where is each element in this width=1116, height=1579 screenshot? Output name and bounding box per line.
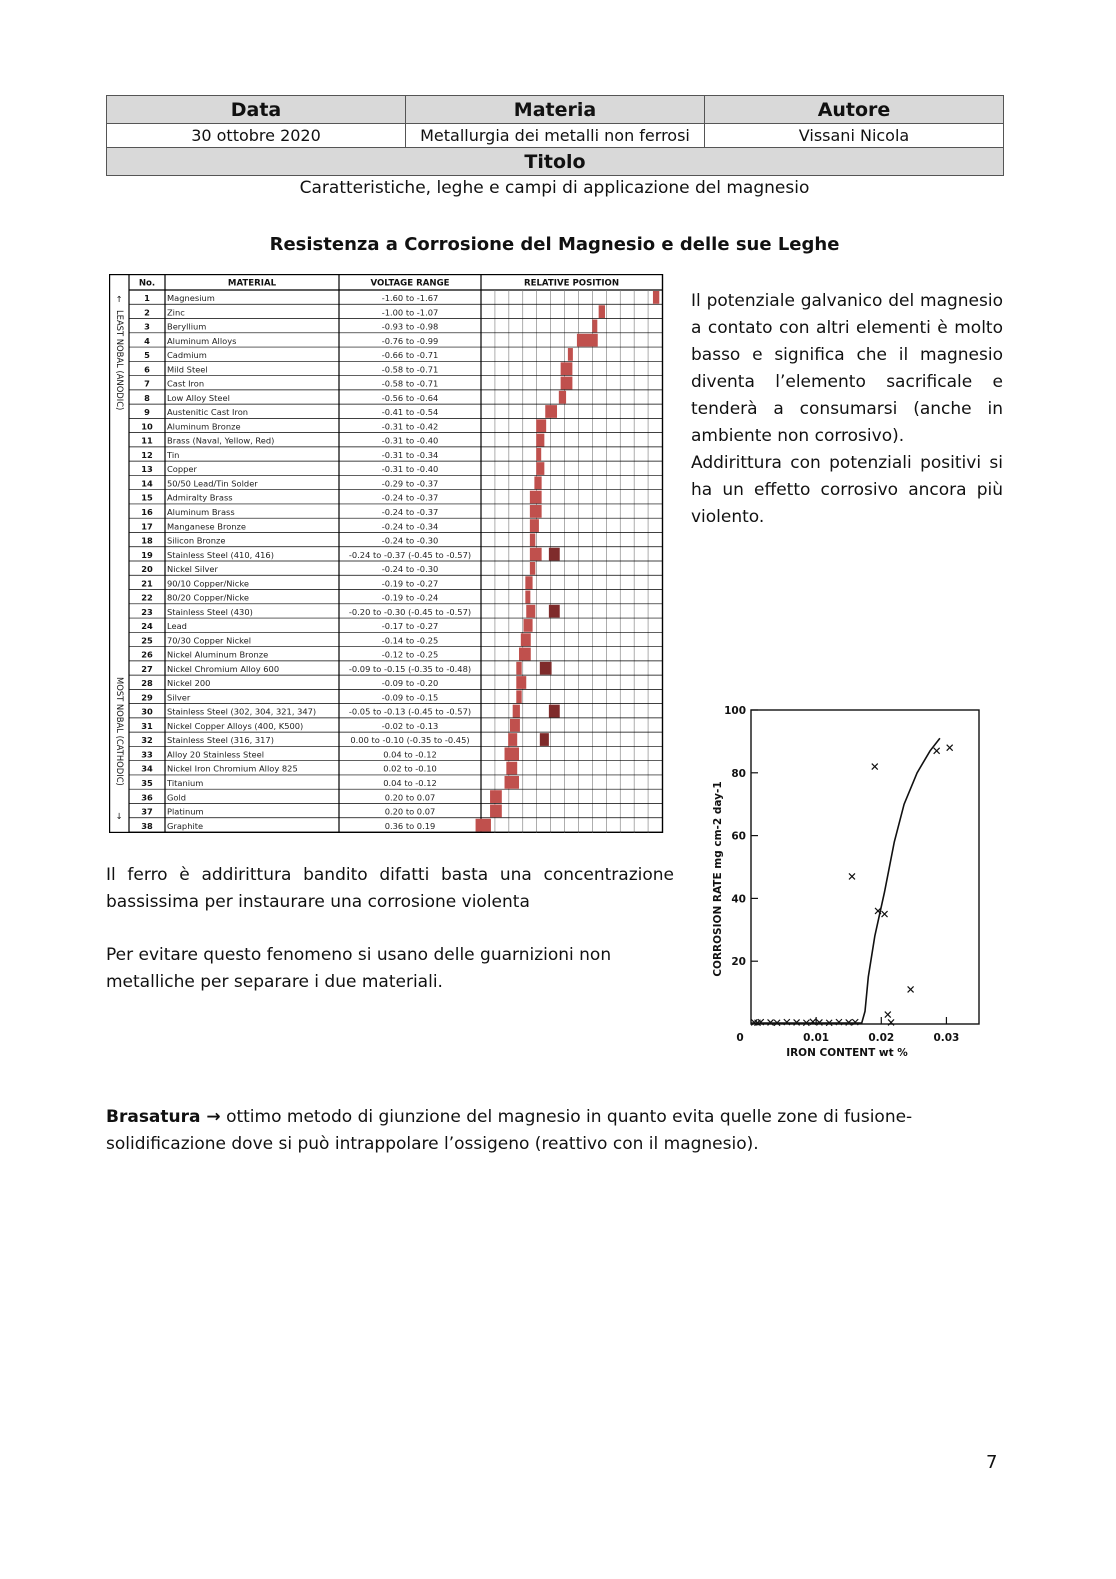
row-number: 29 — [141, 692, 153, 703]
table-row — [129, 676, 662, 689]
row-voltage: -0.09 to -0.20 — [381, 678, 439, 689]
row-number: 37 — [141, 806, 153, 817]
position-bar — [510, 719, 520, 732]
brazing-paragraph — [106, 1104, 966, 1158]
position-bar — [505, 747, 519, 760]
row-voltage: -0.31 to -0.42 — [381, 421, 439, 432]
table-row — [129, 462, 662, 475]
row-voltage: 0.02 to -0.10 — [383, 763, 437, 774]
table-row — [129, 548, 662, 561]
x-tick-label: 0 — [736, 1032, 744, 1044]
row-material: Copper — [167, 464, 197, 475]
position-bar — [599, 305, 605, 318]
row-number: 35 — [141, 778, 153, 789]
row-material: Zinc — [167, 307, 185, 318]
row-voltage: -0.31 to -0.40 — [381, 435, 439, 446]
row-number: 18 — [141, 535, 153, 546]
position-bar — [536, 434, 544, 447]
row-material: Austenitic Cast Iron — [167, 407, 249, 418]
passive-position-bar — [540, 733, 549, 746]
row-voltage: -0.24 to -0.34 — [381, 521, 439, 532]
row-number: 2 — [144, 307, 150, 318]
row-material: 50/50 Lead/Tin Solder — [167, 478, 258, 489]
row-number: 14 — [141, 478, 153, 489]
arrow-right-icon: → — [206, 1107, 221, 1127]
data-point — [882, 911, 888, 917]
position-bar — [536, 462, 544, 475]
table-row — [129, 776, 662, 789]
data-point — [849, 873, 855, 879]
position-bar — [490, 804, 502, 817]
row-material: Stainless Steel (302, 304, 321, 347) — [167, 706, 317, 717]
position-bar — [577, 334, 598, 347]
row-number: 26 — [141, 649, 153, 660]
table-row — [129, 562, 662, 575]
position-bar — [516, 690, 521, 703]
table-row — [129, 434, 662, 447]
table-row — [129, 733, 662, 746]
position-bar — [521, 633, 531, 646]
section-heading: Resistenza a Corrosione del Magnesio e delle sue Leghe — [269, 234, 840, 255]
table-row — [129, 476, 662, 489]
row-material: Nickel 200 — [167, 678, 211, 689]
row-material: Platinum — [167, 806, 204, 817]
position-bar — [534, 476, 541, 489]
row-voltage: -0.19 to -0.24 — [381, 592, 439, 603]
row-voltage: -0.20 to -0.30 (-0.45 to -0.57) — [348, 606, 472, 617]
row-material: Gold — [167, 792, 187, 803]
row-material: Stainless Steel (430) — [167, 606, 253, 617]
row-number: 28 — [141, 678, 153, 689]
least-noble-label: LEAST NOBAL (ANODIC) — [115, 310, 125, 411]
row-material: Brass (Naval, Yellow, Red) — [167, 435, 275, 446]
subject-header: Materia — [406, 96, 705, 124]
row-material: Stainless Steel (316, 317) — [167, 735, 274, 746]
position-bar — [530, 562, 535, 575]
row-voltage: -0.31 to -0.34 — [381, 449, 439, 460]
corrosion-rate-chart — [694, 694, 994, 1072]
row-number: 25 — [141, 635, 153, 646]
passive-position-bar — [549, 548, 560, 561]
column-header-position: RELATIVE POSITION — [523, 278, 620, 289]
row-number: 12 — [141, 449, 153, 460]
row-number: 7 — [144, 378, 150, 389]
row-voltage: 0.04 to -0.12 — [383, 778, 437, 789]
row-material: Nickel Silver — [167, 564, 218, 575]
row-voltage: -0.58 to -0.71 — [381, 364, 439, 375]
table-row — [129, 719, 662, 732]
row-voltage: -0.09 to -0.15 — [381, 692, 439, 703]
row-voltage: 0.04 to -0.12 — [383, 749, 437, 760]
row-voltage: 0.20 to 0.07 — [384, 792, 436, 803]
table-row — [129, 320, 662, 333]
galvanic-explanation — [691, 288, 1003, 531]
row-material: Nickel Iron Chromium Alloy 825 — [167, 763, 298, 774]
position-bar — [561, 377, 573, 390]
data-point — [908, 986, 914, 992]
data-point — [872, 764, 878, 770]
arrow-down-icon: ↓ — [115, 811, 123, 821]
arrow-up-icon: ↑ — [115, 294, 123, 304]
galvanic-paragraph-1: Il potenziale galvanico del magnesio a contato con altri elementi è molto basso e significa che il magnesio diventa l’elemento sacrificale e tenderà a consumarsi (anche in ambiente non corrosivo). — [691, 291, 1003, 446]
author-value: Vissani Nicola — [705, 124, 1004, 148]
position-bar — [513, 705, 520, 718]
position-bar — [516, 676, 526, 689]
row-material: 80/20 Copper/Nicke — [167, 592, 249, 603]
iron-paragraph: Il ferro è addirittura bandito difatti basta una concentrazione bassissima per instaurare una corrosione violenta — [106, 865, 674, 912]
position-bar — [526, 605, 535, 618]
galvanic-series-table — [109, 274, 665, 833]
row-voltage: 0.36 to 0.19 — [384, 820, 436, 831]
row-voltage: -0.12 to -0.25 — [381, 649, 439, 660]
position-bar — [505, 776, 519, 789]
x-axis-label: IRON CONTENT wt % — [786, 1047, 908, 1059]
row-material: Nickel Copper Alloys (400, K500) — [167, 720, 304, 731]
position-bar — [519, 648, 531, 661]
row-material: Low Alloy Steel — [167, 392, 230, 403]
table-row — [129, 705, 662, 718]
table-row — [129, 790, 662, 803]
row-voltage: -0.24 to -0.37 — [381, 492, 439, 503]
table-row — [129, 747, 662, 760]
table-row — [129, 690, 662, 703]
passive-position-bar — [549, 605, 560, 618]
most-noble-label: MOST NOBAL (CATHODIC) — [115, 677, 125, 786]
trend-curve — [751, 738, 940, 1023]
date-header: Data — [107, 96, 406, 124]
x-tick-label: 0.01 — [803, 1032, 830, 1044]
table-row — [129, 662, 662, 675]
row-number: 15 — [141, 492, 153, 503]
y-tick-label: 100 — [724, 705, 746, 717]
row-material: Mild Steel — [167, 364, 208, 375]
row-material: Tin — [167, 449, 180, 460]
table-row — [129, 362, 662, 375]
row-number: 6 — [144, 364, 150, 375]
row-material: Nickel Chromium Alloy 600 — [167, 663, 280, 674]
row-material: 70/30 Copper Nickel — [167, 635, 252, 646]
subject-value: Metallurgia dei metalli non ferrosi — [406, 124, 705, 148]
row-number: 9 — [144, 407, 150, 418]
passive-position-bar — [549, 705, 560, 718]
row-number: 21 — [141, 578, 153, 589]
row-number: 13 — [141, 464, 153, 475]
row-voltage: -0.58 to -0.71 — [381, 378, 439, 389]
row-number: 20 — [141, 564, 153, 575]
row-voltage: -0.31 to -0.40 — [381, 464, 439, 475]
position-bar — [525, 591, 530, 604]
position-bar — [592, 320, 597, 333]
position-bar — [530, 533, 535, 546]
row-material: Beryllium — [167, 321, 207, 332]
row-voltage: -0.02 to -0.13 — [381, 720, 439, 731]
table-row — [129, 377, 662, 390]
row-number: 16 — [141, 507, 153, 518]
position-bar — [525, 576, 532, 589]
position-bar — [536, 419, 546, 432]
table-row — [129, 405, 662, 418]
galvanic-paragraph-2: Addirittura con potenziali positivi si ha un effetto corrosivo ancora più violento. — [691, 453, 1003, 527]
row-voltage: 0.20 to 0.07 — [384, 806, 436, 817]
row-number: 10 — [141, 421, 153, 432]
row-voltage: -0.17 to -0.27 — [381, 621, 439, 632]
row-voltage: -0.24 to -0.30 — [381, 535, 439, 546]
row-material: Alloy 20 Stainless Steel — [167, 749, 264, 760]
position-bar — [559, 391, 566, 404]
row-voltage: -0.76 to -0.99 — [381, 335, 439, 346]
row-voltage: -0.29 to -0.37 — [381, 478, 439, 489]
row-material: Aluminum Alloys — [167, 335, 237, 346]
row-number: 4 — [144, 335, 150, 346]
row-number: 27 — [141, 663, 153, 674]
row-number: 38 — [141, 820, 153, 831]
row-number: 22 — [141, 592, 153, 603]
row-material: Manganese Bronze — [167, 521, 246, 532]
position-bar — [506, 762, 517, 775]
passive-position-bar — [540, 662, 552, 675]
table-row — [129, 633, 662, 646]
table-row — [129, 348, 662, 361]
position-bar — [530, 519, 539, 532]
table-row — [129, 505, 662, 518]
row-voltage: -0.24 to -0.37 — [381, 507, 439, 518]
row-number: 8 — [144, 392, 150, 403]
row-number: 32 — [141, 735, 153, 746]
brazing-term: Brasatura → — [106, 1107, 221, 1127]
row-number: 31 — [141, 720, 153, 731]
plot-frame — [751, 710, 979, 1024]
table-row — [129, 762, 662, 775]
row-voltage: -0.56 to -0.64 — [381, 392, 439, 403]
table-row — [129, 605, 662, 618]
position-bar — [524, 619, 533, 632]
table-row — [129, 334, 662, 347]
table-row — [129, 419, 662, 432]
row-number: 33 — [141, 749, 153, 760]
x-tick-label: 0.03 — [933, 1032, 960, 1044]
row-number: 23 — [141, 606, 153, 617]
table-row — [129, 819, 662, 832]
position-bar — [516, 662, 521, 675]
table-row — [129, 619, 662, 632]
table-row — [129, 576, 662, 589]
position-bar — [653, 291, 659, 304]
row-voltage: -1.60 to -1.67 — [381, 293, 439, 304]
row-material: Lead — [167, 621, 187, 632]
row-voltage: -0.41 to -0.54 — [381, 407, 439, 418]
row-voltage: -0.66 to -0.71 — [381, 350, 439, 361]
data-point — [934, 748, 940, 754]
position-bar — [530, 491, 542, 504]
row-number: 19 — [141, 549, 153, 560]
row-voltage: -0.24 to -0.37 (-0.45 to -0.57) — [348, 549, 472, 560]
row-number: 36 — [141, 792, 153, 803]
row-voltage: -0.05 to -0.13 (-0.45 to -0.57) — [348, 706, 472, 717]
header-table — [106, 95, 1004, 176]
position-bar — [568, 348, 573, 361]
row-material: Nickel Aluminum Bronze — [167, 649, 269, 660]
row-number: 5 — [144, 350, 150, 361]
brazing-text: ottimo metodo di giunzione del magnesio in quanto evita quelle zone di fusione-solidificazione dove si può intrappolare l’ossigeno (reattivo con il magnesio). — [106, 1107, 913, 1154]
row-material: Silicon Bronze — [167, 535, 226, 546]
table-row — [129, 448, 662, 461]
row-number: 1 — [144, 293, 150, 304]
position-bar — [530, 548, 542, 561]
row-voltage: 0.00 to -0.10 (-0.35 to -0.45) — [350, 735, 470, 746]
row-material: 90/10 Copper/Nicke — [167, 578, 249, 589]
date-value: 30 ottobre 2020 — [107, 124, 406, 148]
row-material: Admiralty Brass — [167, 492, 233, 503]
table-row — [129, 648, 662, 661]
column-header-number: No. — [138, 278, 156, 289]
table-row — [129, 305, 662, 318]
y-tick-label: 20 — [731, 956, 746, 969]
position-bar — [530, 505, 542, 518]
row-material: Titanium — [167, 778, 204, 789]
row-number: 11 — [141, 435, 153, 446]
row-material: Aluminum Brass — [167, 507, 235, 518]
row-voltage: -0.19 to -0.27 — [381, 578, 439, 589]
row-material: Stainless Steel (410, 416) — [167, 549, 274, 560]
row-material: Cast Iron — [167, 378, 205, 389]
table-row — [129, 391, 662, 404]
y-axis-label: CORROSION RATE mg cm-2 day-1 — [712, 781, 724, 977]
document-title: Caratteristiche, leghe e campi di applicazione del magnesio — [299, 178, 810, 198]
row-material: Silver — [167, 692, 191, 703]
author-header: Autore — [705, 96, 1004, 124]
title-header: Titolo — [107, 148, 1004, 176]
row-material: Cadmium — [167, 350, 207, 361]
row-voltage: -1.00 to -1.07 — [381, 307, 439, 318]
data-point — [885, 1012, 891, 1018]
row-number: 30 — [141, 706, 153, 717]
y-tick-label: 40 — [731, 893, 746, 906]
position-bar — [490, 790, 502, 803]
row-voltage: -0.14 to -0.25 — [381, 635, 439, 646]
data-point — [947, 745, 953, 751]
y-tick-label: 60 — [731, 830, 746, 843]
column-header-voltage: VOLTAGE RANGE — [370, 278, 450, 289]
table-row — [129, 519, 662, 532]
row-voltage: -0.09 to -0.15 (-0.35 to -0.48) — [348, 663, 472, 674]
table-row — [129, 804, 662, 817]
row-material: Magnesium — [167, 293, 215, 304]
table-row — [129, 591, 662, 604]
row-number: 34 — [141, 763, 153, 774]
row-material: Graphite — [167, 820, 204, 831]
page-number: 7 — [986, 1452, 998, 1473]
x-tick-label: 0.02 — [868, 1032, 895, 1044]
row-voltage: -0.93 to -0.98 — [381, 321, 439, 332]
row-number: 24 — [141, 621, 153, 632]
position-bar — [508, 733, 517, 746]
table-row — [129, 533, 662, 546]
row-number: 17 — [141, 521, 153, 532]
table-row — [129, 291, 662, 304]
row-material: Aluminum Bronze — [167, 421, 241, 432]
table-row — [129, 491, 662, 504]
row-number: 3 — [144, 321, 150, 332]
position-bar — [476, 819, 491, 832]
position-bar — [536, 448, 541, 461]
row-voltage: -0.24 to -0.30 — [381, 564, 439, 575]
y-tick-label: 80 — [731, 767, 746, 780]
position-bar — [545, 405, 557, 418]
gasket-paragraph: Per evitare questo fenomeno si usano delle guarnizioni non metalliche per separare i due materiali. — [106, 945, 612, 992]
column-header-material: MATERIAL — [227, 278, 277, 289]
position-bar — [561, 362, 573, 375]
